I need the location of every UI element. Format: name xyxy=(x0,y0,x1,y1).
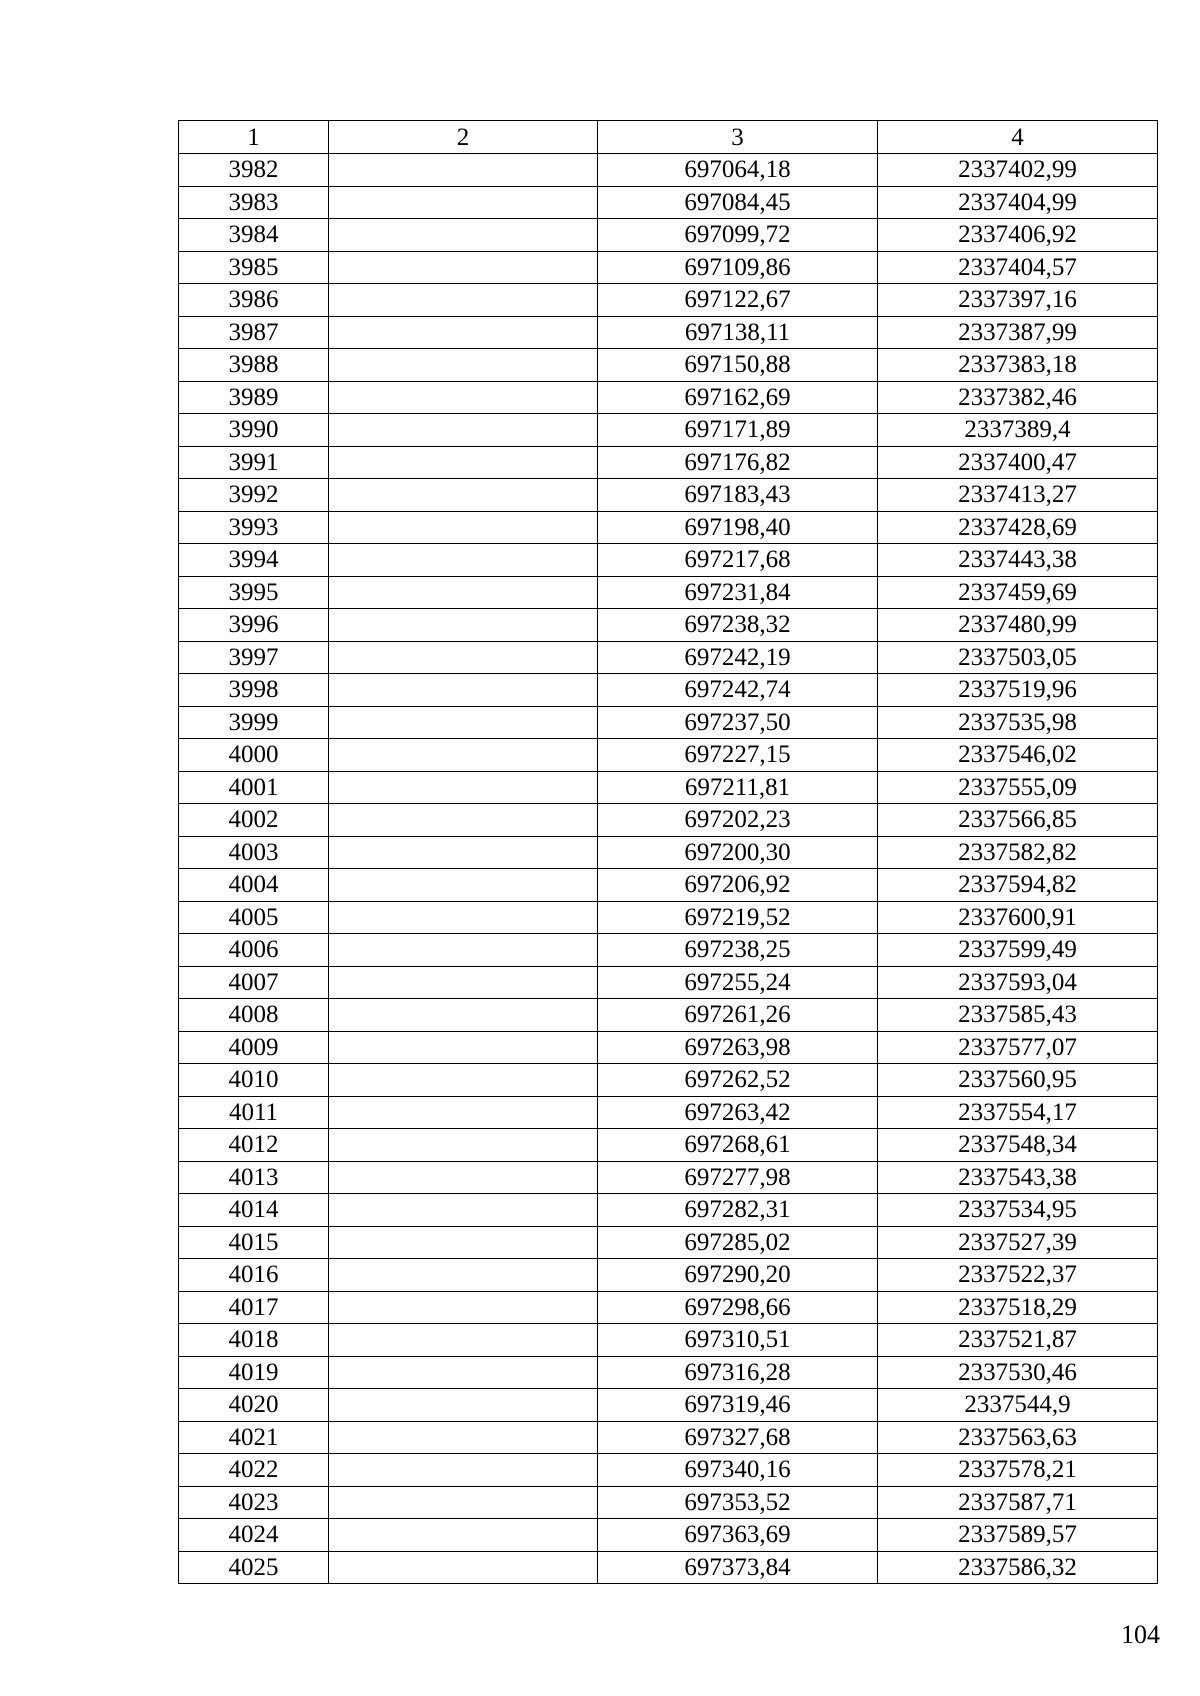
table-row xyxy=(179,1519,1158,1552)
table-row xyxy=(179,1291,1158,1324)
cell-x-coordinate: 697231,84 xyxy=(598,576,878,609)
cell-point-number: 4018 xyxy=(179,1324,329,1357)
cell-y-coordinate: 2337522,37 xyxy=(878,1259,1158,1292)
cell-name xyxy=(329,934,598,967)
cell-point-number: 4023 xyxy=(179,1486,329,1519)
cell-y-coordinate: 2337555,09 xyxy=(878,771,1158,804)
table-row xyxy=(179,674,1158,707)
cell-x-coordinate: 697290,20 xyxy=(598,1259,878,1292)
cell-point-number: 4021 xyxy=(179,1421,329,1454)
cell-name xyxy=(329,479,598,512)
cell-point-number: 4025 xyxy=(179,1551,329,1584)
cell-x-coordinate: 697353,52 xyxy=(598,1486,878,1519)
table-row xyxy=(179,414,1158,447)
cell-point-number: 4007 xyxy=(179,966,329,999)
cell-x-coordinate: 697282,31 xyxy=(598,1194,878,1227)
cell-x-coordinate: 697109,86 xyxy=(598,251,878,284)
cell-name xyxy=(329,641,598,674)
cell-point-number: 3999 xyxy=(179,706,329,739)
table-row xyxy=(179,609,1158,642)
cell-point-number: 3991 xyxy=(179,446,329,479)
table-row xyxy=(179,186,1158,219)
cell-x-coordinate: 697262,52 xyxy=(598,1064,878,1097)
cell-name xyxy=(329,1389,598,1422)
cell-x-coordinate: 697363,69 xyxy=(598,1519,878,1552)
table-row xyxy=(179,154,1158,187)
cell-name xyxy=(329,154,598,187)
table-row xyxy=(179,771,1158,804)
cell-name xyxy=(329,1356,598,1389)
cell-name xyxy=(329,966,598,999)
cell-x-coordinate: 697099,72 xyxy=(598,219,878,252)
cell-x-coordinate: 697198,40 xyxy=(598,511,878,544)
cell-name xyxy=(329,576,598,609)
table-row xyxy=(179,1194,1158,1227)
table-row xyxy=(179,1421,1158,1454)
table-row xyxy=(179,219,1158,252)
cell-y-coordinate: 2337599,49 xyxy=(878,934,1158,967)
cell-point-number: 4024 xyxy=(179,1519,329,1552)
cell-point-number: 3983 xyxy=(179,186,329,219)
cell-x-coordinate: 697277,98 xyxy=(598,1161,878,1194)
cell-point-number: 3985 xyxy=(179,251,329,284)
cell-x-coordinate: 697310,51 xyxy=(598,1324,878,1357)
cell-y-coordinate: 2337594,82 xyxy=(878,869,1158,902)
cell-x-coordinate: 697316,28 xyxy=(598,1356,878,1389)
table-row xyxy=(179,869,1158,902)
table-row xyxy=(179,934,1158,967)
cell-point-number: 4000 xyxy=(179,739,329,772)
cell-name xyxy=(329,869,598,902)
table-row xyxy=(179,1551,1158,1584)
table-row xyxy=(179,739,1158,772)
cell-y-coordinate: 2337585,43 xyxy=(878,999,1158,1032)
cell-x-coordinate: 697217,68 xyxy=(598,544,878,577)
cell-x-coordinate: 697206,92 xyxy=(598,869,878,902)
cell-point-number: 3993 xyxy=(179,511,329,544)
cell-point-number: 3988 xyxy=(179,349,329,382)
cell-x-coordinate: 697064,18 xyxy=(598,154,878,187)
cell-y-coordinate: 2337535,98 xyxy=(878,706,1158,739)
table-row xyxy=(179,381,1158,414)
table-row xyxy=(179,284,1158,317)
cell-name xyxy=(329,609,598,642)
coordinates-table xyxy=(178,120,1158,1584)
cell-x-coordinate: 697261,26 xyxy=(598,999,878,1032)
cell-x-coordinate: 697183,43 xyxy=(598,479,878,512)
table-row xyxy=(179,999,1158,1032)
cell-point-number: 3994 xyxy=(179,544,329,577)
table-body xyxy=(179,154,1158,1584)
cell-x-coordinate: 697162,69 xyxy=(598,381,878,414)
cell-name xyxy=(329,349,598,382)
cell-point-number: 3990 xyxy=(179,414,329,447)
cell-name xyxy=(329,1486,598,1519)
cell-x-coordinate: 697122,67 xyxy=(598,284,878,317)
cell-x-coordinate: 697268,61 xyxy=(598,1129,878,1162)
cell-point-number: 3982 xyxy=(179,154,329,187)
cell-x-coordinate: 697263,42 xyxy=(598,1096,878,1129)
table-row xyxy=(179,804,1158,837)
cell-point-number: 4002 xyxy=(179,804,329,837)
cell-point-number: 4012 xyxy=(179,1129,329,1162)
cell-name xyxy=(329,1096,598,1129)
table-row xyxy=(179,1259,1158,1292)
cell-y-coordinate: 2337534,95 xyxy=(878,1194,1158,1227)
cell-point-number: 4016 xyxy=(179,1259,329,1292)
cell-x-coordinate: 697219,52 xyxy=(598,901,878,934)
cell-y-coordinate: 2337387,99 xyxy=(878,316,1158,349)
cell-point-number: 4013 xyxy=(179,1161,329,1194)
cell-y-coordinate: 2337480,99 xyxy=(878,609,1158,642)
table-row xyxy=(179,1454,1158,1487)
cell-x-coordinate: 697285,02 xyxy=(598,1226,878,1259)
cell-point-number: 4010 xyxy=(179,1064,329,1097)
table-row xyxy=(179,1129,1158,1162)
cell-name xyxy=(329,219,598,252)
cell-name xyxy=(329,901,598,934)
cell-x-coordinate: 697255,24 xyxy=(598,966,878,999)
cell-y-coordinate: 2337587,71 xyxy=(878,1486,1158,1519)
cell-name xyxy=(329,1129,598,1162)
cell-name xyxy=(329,544,598,577)
cell-point-number: 4019 xyxy=(179,1356,329,1389)
cell-point-number: 3997 xyxy=(179,641,329,674)
table-row xyxy=(179,1161,1158,1194)
table-row xyxy=(179,1324,1158,1357)
cell-y-coordinate: 2337578,21 xyxy=(878,1454,1158,1487)
cell-point-number: 4008 xyxy=(179,999,329,1032)
table-row xyxy=(179,901,1158,934)
table-header-row xyxy=(179,121,1158,154)
cell-y-coordinate: 2337546,02 xyxy=(878,739,1158,772)
cell-x-coordinate: 697200,30 xyxy=(598,836,878,869)
cell-name xyxy=(329,1259,598,1292)
cell-name xyxy=(329,706,598,739)
cell-y-coordinate: 2337428,69 xyxy=(878,511,1158,544)
cell-point-number: 4017 xyxy=(179,1291,329,1324)
cell-name xyxy=(329,186,598,219)
table-row xyxy=(179,511,1158,544)
table-row xyxy=(179,1096,1158,1129)
table-row xyxy=(179,1356,1158,1389)
cell-point-number: 3992 xyxy=(179,479,329,512)
cell-name xyxy=(329,771,598,804)
table-row xyxy=(179,1486,1158,1519)
cell-name xyxy=(329,1421,598,1454)
cell-x-coordinate: 697150,88 xyxy=(598,349,878,382)
table-row xyxy=(179,1389,1158,1422)
cell-y-coordinate: 2337518,29 xyxy=(878,1291,1158,1324)
cell-y-coordinate: 2337560,95 xyxy=(878,1064,1158,1097)
table-row xyxy=(179,1031,1158,1064)
table-row xyxy=(179,836,1158,869)
cell-y-coordinate: 2337413,27 xyxy=(878,479,1158,512)
cell-point-number: 4009 xyxy=(179,1031,329,1064)
cell-x-coordinate: 697084,45 xyxy=(598,186,878,219)
table-row xyxy=(179,1064,1158,1097)
cell-point-number: 4020 xyxy=(179,1389,329,1422)
cell-y-coordinate: 2337543,38 xyxy=(878,1161,1158,1194)
table-row xyxy=(179,251,1158,284)
cell-x-coordinate: 697242,74 xyxy=(598,674,878,707)
cell-y-coordinate: 2337554,17 xyxy=(878,1096,1158,1129)
cell-x-coordinate: 697242,19 xyxy=(598,641,878,674)
cell-name xyxy=(329,674,598,707)
cell-y-coordinate: 2337544,9 xyxy=(878,1389,1158,1422)
cell-point-number: 4001 xyxy=(179,771,329,804)
cell-name xyxy=(329,381,598,414)
cell-point-number: 4006 xyxy=(179,934,329,967)
cell-name xyxy=(329,446,598,479)
table-row xyxy=(179,479,1158,512)
cell-y-coordinate: 2337397,16 xyxy=(878,284,1158,317)
cell-point-number: 3986 xyxy=(179,284,329,317)
table-row xyxy=(179,966,1158,999)
cell-x-coordinate: 697263,98 xyxy=(598,1031,878,1064)
cell-y-coordinate: 2337443,38 xyxy=(878,544,1158,577)
cell-name xyxy=(329,1291,598,1324)
cell-point-number: 4004 xyxy=(179,869,329,902)
cell-name xyxy=(329,836,598,869)
cell-x-coordinate: 697171,89 xyxy=(598,414,878,447)
cell-name xyxy=(329,1194,598,1227)
cell-y-coordinate: 2337566,85 xyxy=(878,804,1158,837)
cell-name xyxy=(329,739,598,772)
cell-y-coordinate: 2337382,46 xyxy=(878,381,1158,414)
table-row xyxy=(179,544,1158,577)
cell-x-coordinate: 697202,23 xyxy=(598,804,878,837)
cell-x-coordinate: 697138,11 xyxy=(598,316,878,349)
cell-x-coordinate: 697238,25 xyxy=(598,934,878,967)
cell-name xyxy=(329,511,598,544)
header-cell-name: 2 xyxy=(329,121,598,154)
cell-x-coordinate: 697237,50 xyxy=(598,706,878,739)
cell-y-coordinate: 2337389,4 xyxy=(878,414,1158,447)
cell-y-coordinate: 2337400,47 xyxy=(878,446,1158,479)
cell-y-coordinate: 2337548,34 xyxy=(878,1129,1158,1162)
cell-y-coordinate: 2337527,39 xyxy=(878,1226,1158,1259)
cell-y-coordinate: 2337402,99 xyxy=(878,154,1158,187)
cell-y-coordinate: 2337600,91 xyxy=(878,901,1158,934)
cell-y-coordinate: 2337563,63 xyxy=(878,1421,1158,1454)
cell-point-number: 3987 xyxy=(179,316,329,349)
cell-point-number: 3998 xyxy=(179,674,329,707)
cell-y-coordinate: 2337586,32 xyxy=(878,1551,1158,1584)
table-row xyxy=(179,1226,1158,1259)
cell-y-coordinate: 2337519,96 xyxy=(878,674,1158,707)
cell-name xyxy=(329,414,598,447)
cell-name xyxy=(329,1226,598,1259)
cell-x-coordinate: 697238,32 xyxy=(598,609,878,642)
cell-x-coordinate: 697319,46 xyxy=(598,1389,878,1422)
cell-name xyxy=(329,1161,598,1194)
cell-point-number: 4022 xyxy=(179,1454,329,1487)
table-row xyxy=(179,706,1158,739)
cell-name xyxy=(329,1064,598,1097)
cell-point-number: 4003 xyxy=(179,836,329,869)
cell-y-coordinate: 2337404,57 xyxy=(878,251,1158,284)
header-cell-x-coordinate: 3 xyxy=(598,121,878,154)
cell-y-coordinate: 2337589,57 xyxy=(878,1519,1158,1552)
cell-name xyxy=(329,1519,598,1552)
cell-x-coordinate: 697227,15 xyxy=(598,739,878,772)
cell-name xyxy=(329,1551,598,1584)
cell-name xyxy=(329,804,598,837)
table-row xyxy=(179,576,1158,609)
cell-name xyxy=(329,1454,598,1487)
table-row xyxy=(179,641,1158,674)
cell-x-coordinate: 697373,84 xyxy=(598,1551,878,1584)
cell-y-coordinate: 2337383,18 xyxy=(878,349,1158,382)
page-number: 104 xyxy=(1121,1620,1160,1649)
cell-point-number: 3984 xyxy=(179,219,329,252)
header-cell-y-coordinate: 4 xyxy=(878,121,1158,154)
cell-name xyxy=(329,1324,598,1357)
cell-y-coordinate: 2337593,04 xyxy=(878,966,1158,999)
cell-y-coordinate: 2337521,87 xyxy=(878,1324,1158,1357)
table-row xyxy=(179,349,1158,382)
cell-x-coordinate: 697176,82 xyxy=(598,446,878,479)
cell-name xyxy=(329,316,598,349)
cell-y-coordinate: 2337404,99 xyxy=(878,186,1158,219)
cell-y-coordinate: 2337582,82 xyxy=(878,836,1158,869)
cell-name xyxy=(329,251,598,284)
cell-point-number: 3996 xyxy=(179,609,329,642)
cell-x-coordinate: 697298,66 xyxy=(598,1291,878,1324)
table-row xyxy=(179,316,1158,349)
cell-y-coordinate: 2337577,07 xyxy=(878,1031,1158,1064)
cell-name xyxy=(329,284,598,317)
cell-y-coordinate: 2337459,69 xyxy=(878,576,1158,609)
cell-name xyxy=(329,999,598,1032)
cell-y-coordinate: 2337503,05 xyxy=(878,641,1158,674)
cell-point-number: 4015 xyxy=(179,1226,329,1259)
cell-x-coordinate: 697340,16 xyxy=(598,1454,878,1487)
cell-name xyxy=(329,1031,598,1064)
cell-point-number: 3995 xyxy=(179,576,329,609)
cell-point-number: 4011 xyxy=(179,1096,329,1129)
cell-y-coordinate: 2337530,46 xyxy=(878,1356,1158,1389)
cell-point-number: 4014 xyxy=(179,1194,329,1227)
cell-x-coordinate: 697327,68 xyxy=(598,1421,878,1454)
cell-x-coordinate: 697211,81 xyxy=(598,771,878,804)
cell-point-number: 4005 xyxy=(179,901,329,934)
cell-y-coordinate: 2337406,92 xyxy=(878,219,1158,252)
header-cell-point-number: 1 xyxy=(179,121,329,154)
cell-point-number: 3989 xyxy=(179,381,329,414)
table-row xyxy=(179,446,1158,479)
